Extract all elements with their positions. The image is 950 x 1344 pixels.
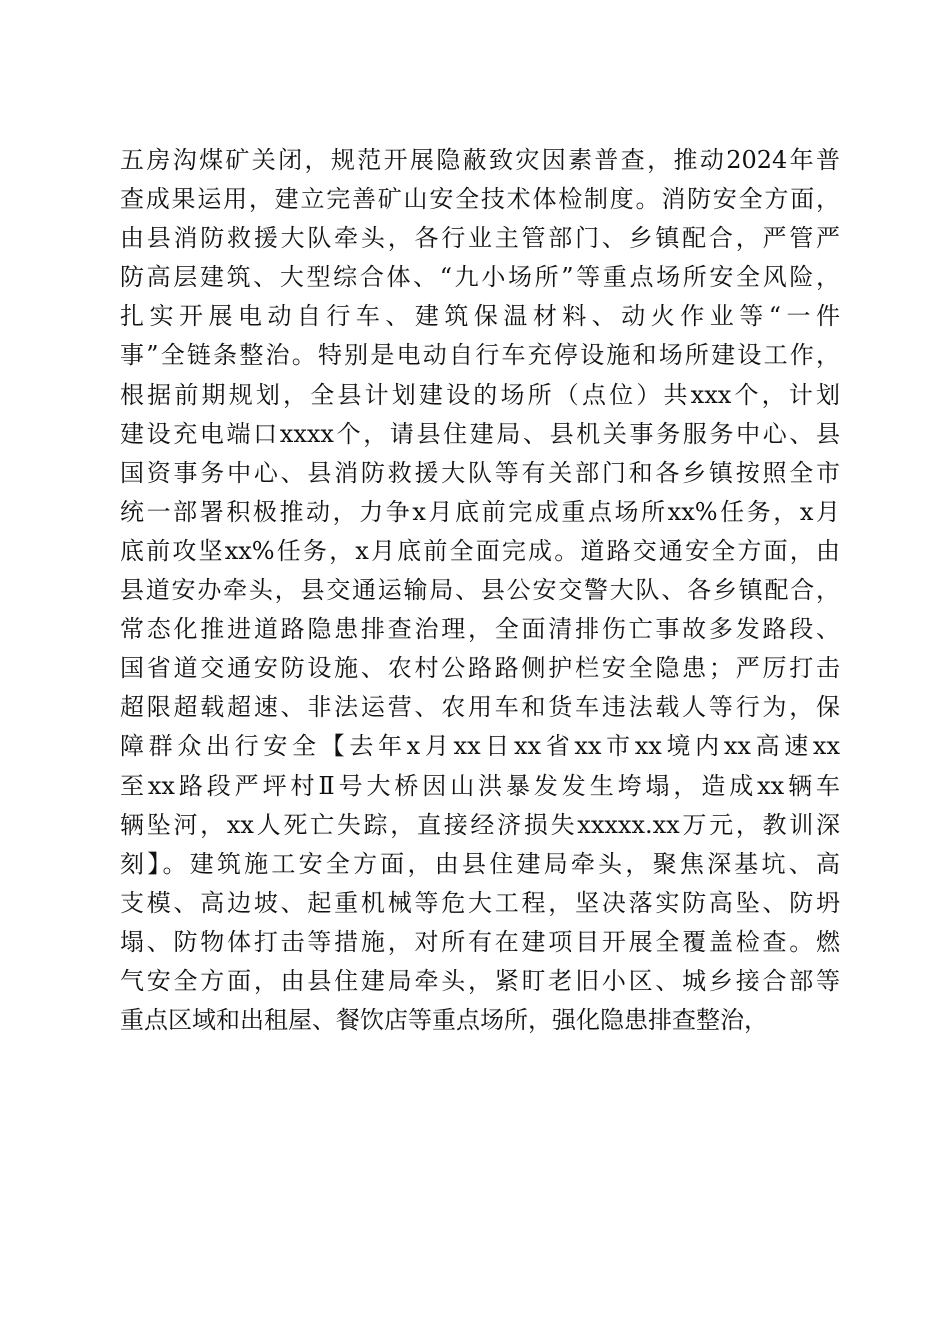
text-line: 防高层建筑、大型综合体、“九小场所”等重点场所安全风险， [120,263,840,292]
text-line: 气安全方面，由县住建局牵头，紧盯老旧小区、城乡接合部等 [120,966,840,995]
text-line: 由县消防救援大队牵头，各行业主管部门、乡镇配合，严管严 [120,224,840,253]
text-line: 查成果运用，建立完善矿山安全技术体检制度。消防安全方面， [120,185,840,214]
text-line: 国资事务中心、县消防救援大队等有关部门和各乡镇按照全市 [120,458,840,487]
text-line: 超限超载超速、非法运营、农用车和货车违法载人等行为，保 [120,693,840,722]
text-line: 支模、高边坡、起重机械等危大工程，坚决落实防高坠、防坍 [120,888,840,917]
text-line: 五房沟煤矿关闭，规范开展隐蔽致灾因素普查，推动2024年普 [120,146,840,174]
text-line: 重点区域和出租屋、餐饮店等重点场所，强化隐患排查整治， [120,1006,768,1035]
text-line: 刻】。建筑施工安全方面，由县住建局牵头，聚焦深基坑、高 [120,849,840,878]
text-line: 根据前期规划，全县计划建设的场所（点位）共xxx个，计划 [120,380,840,409]
text-line: 县道安办牵头，县交通运输局、县公安交警大队、各乡镇配合， [120,576,840,605]
text-line: 辆坠河，xx人死亡失踪，直接经济损失xxxxx.xx万元，教训深 [120,810,840,839]
text-line: 障群众出行安全【去年x月xx日xx省xx市xx境内xx高速xx [120,732,840,761]
text-line: 至xx路段严坪村Ⅱ号大桥因山洪暴发发生垮塌，造成xx辆车 [120,771,840,800]
text-line: 建设充电端口xxxx个，请县住建局、县机关事务服务中心、县 [120,419,840,448]
text-line: 塌、防物体打击等措施，对所有在建项目开展全覆盖检查。燃 [120,927,840,956]
body-text [120,141,840,1040]
text-line: 底前攻坚xx%任务，x月底前全面完成。道路交通安全方面，由 [120,536,840,565]
text-line: 扎实开展电动自行车、建筑保温材料、动火作业等“一件 [120,302,840,331]
text-line: 事”全链条整治。特别是电动自行车充停设施和场所建设工作， [120,341,840,370]
text-line: 统一部署积极推动，力争x月底前完成重点场所xx%任务，x月 [120,497,840,526]
text-line: 常态化推进道路隐患排查治理，全面清排伤亡事故多发路段、 [120,615,840,644]
text-line: 国省道交通安防设施、农村公路路侧护栏安全隐患；严厉打击 [120,654,840,683]
